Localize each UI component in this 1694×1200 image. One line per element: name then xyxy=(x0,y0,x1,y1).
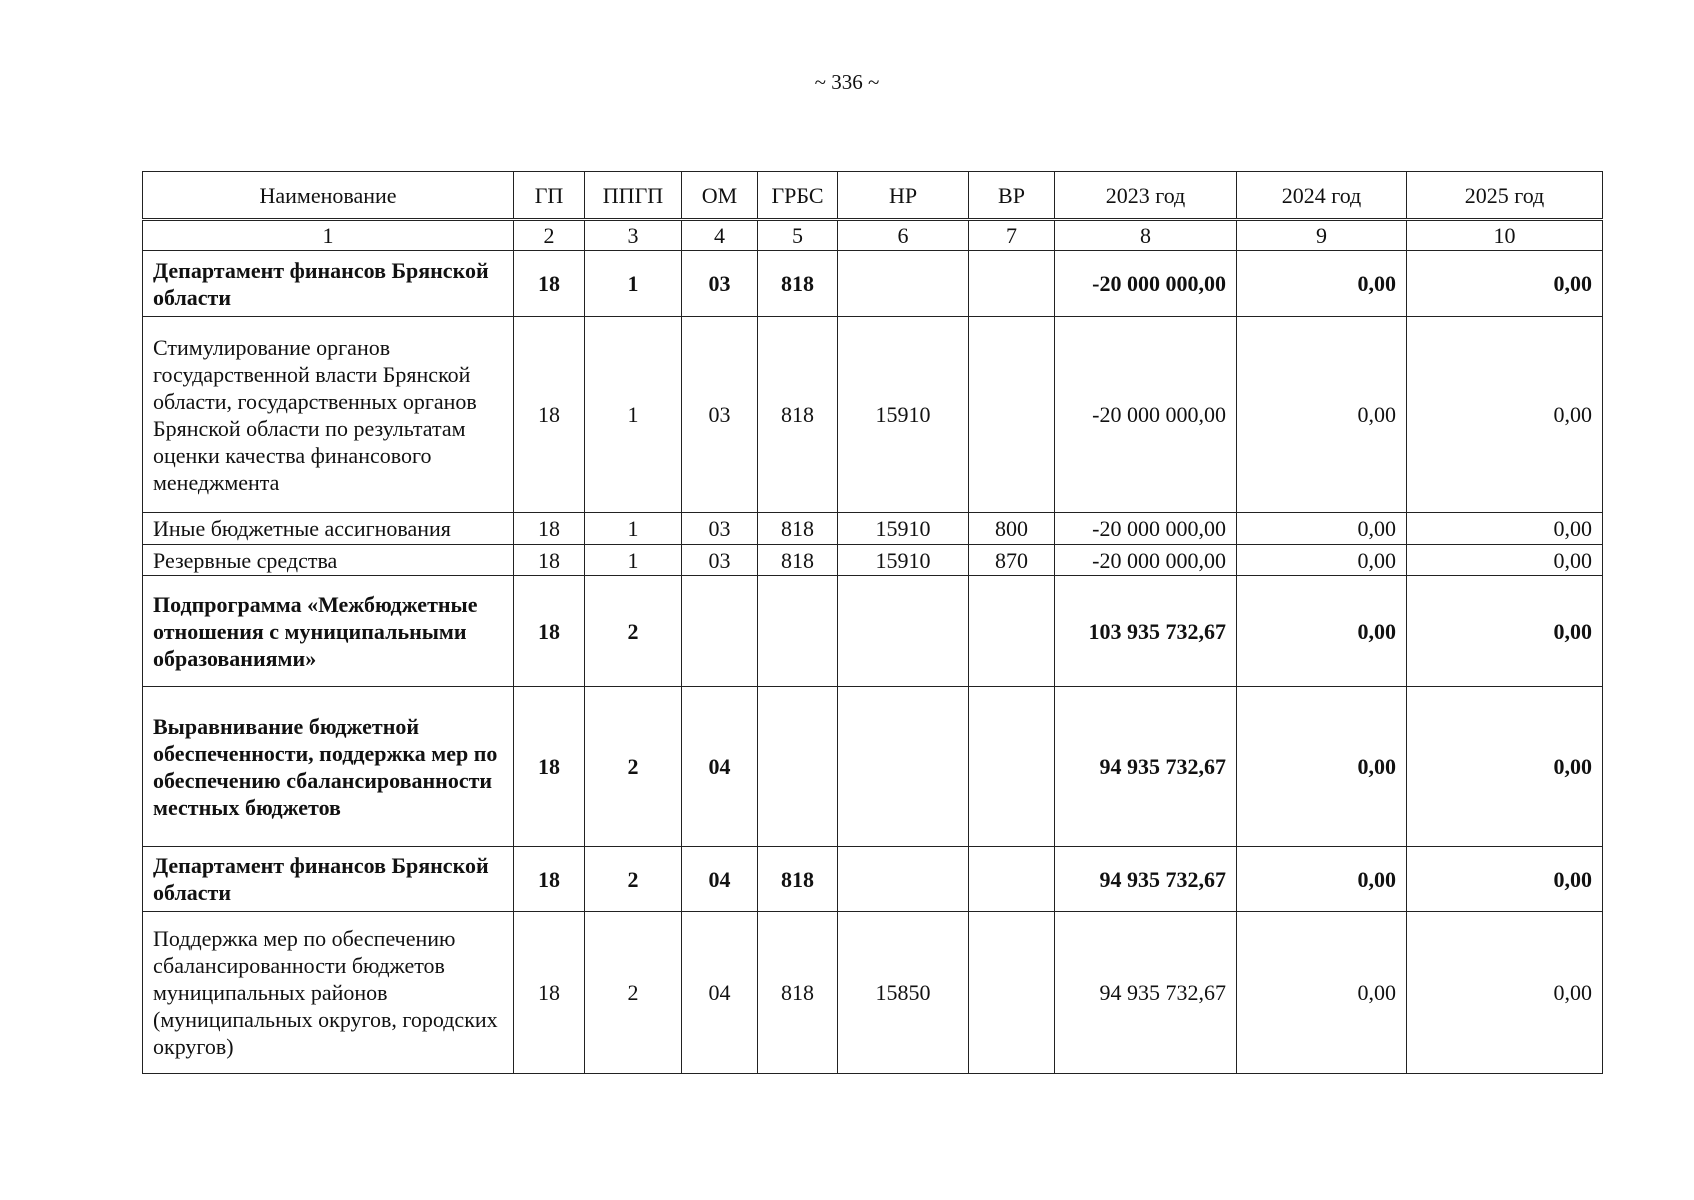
cell-grbs: 818 xyxy=(758,847,838,912)
cell-om: 03 xyxy=(682,545,758,576)
cell-grbs: 818 xyxy=(758,545,838,576)
cell-2023: -20 000 000,00 xyxy=(1055,317,1237,513)
cell-nr xyxy=(838,687,969,847)
budget-table xyxy=(142,171,1603,1074)
header-row xyxy=(143,172,1603,220)
cell-vr xyxy=(969,251,1055,317)
header-nr: НР xyxy=(838,172,969,220)
cell-gp: 18 xyxy=(514,687,585,847)
table-row xyxy=(143,576,1603,687)
cell-name: Подпрограмма «Межбюджетные отношения с муниципальными образованиями» xyxy=(143,576,514,687)
column-number: 1 xyxy=(143,220,514,251)
column-number: 7 xyxy=(969,220,1055,251)
cell-2025: 0,00 xyxy=(1407,513,1603,545)
cell-om: 04 xyxy=(682,687,758,847)
cell-nr: 15910 xyxy=(838,513,969,545)
cell-grbs xyxy=(758,576,838,687)
cell-om: 04 xyxy=(682,847,758,912)
cell-2025: 0,00 xyxy=(1407,912,1603,1074)
column-number: 9 xyxy=(1237,220,1407,251)
column-number: 6 xyxy=(838,220,969,251)
cell-nr xyxy=(838,847,969,912)
cell-2024: 0,00 xyxy=(1237,576,1407,687)
cell-2025: 0,00 xyxy=(1407,687,1603,847)
column-number: 5 xyxy=(758,220,838,251)
cell-2023: -20 000 000,00 xyxy=(1055,513,1237,545)
table-body xyxy=(143,251,1603,1074)
cell-nr xyxy=(838,251,969,317)
cell-vr xyxy=(969,847,1055,912)
table-row xyxy=(143,251,1603,317)
column-number: 2 xyxy=(514,220,585,251)
cell-om: 03 xyxy=(682,251,758,317)
cell-gp: 18 xyxy=(514,513,585,545)
cell-ppgp: 1 xyxy=(585,251,682,317)
cell-om: 03 xyxy=(682,513,758,545)
page-number: ~ 336 ~ xyxy=(814,70,880,94)
cell-2024: 0,00 xyxy=(1237,687,1407,847)
cell-ppgp: 1 xyxy=(585,317,682,513)
cell-2023: 94 935 732,67 xyxy=(1055,912,1237,1074)
cell-grbs: 818 xyxy=(758,513,838,545)
table-row xyxy=(143,317,1603,513)
cell-vr xyxy=(969,317,1055,513)
cell-grbs: 818 xyxy=(758,317,838,513)
header-2023: 2023 год xyxy=(1055,172,1237,220)
cell-2025: 0,00 xyxy=(1407,847,1603,912)
cell-2025: 0,00 xyxy=(1407,317,1603,513)
cell-gp: 18 xyxy=(514,545,585,576)
cell-2025: 0,00 xyxy=(1407,251,1603,317)
header-gp: ГП xyxy=(514,172,585,220)
cell-ppgp: 2 xyxy=(585,847,682,912)
cell-2024: 0,00 xyxy=(1237,545,1407,576)
cell-2023: 94 935 732,67 xyxy=(1055,847,1237,912)
table-row xyxy=(143,545,1603,576)
header-name: Наименование xyxy=(143,172,514,220)
cell-2025: 0,00 xyxy=(1407,545,1603,576)
cell-name: Резервные средства xyxy=(143,545,514,576)
cell-name: Департамент финансов Брянской области xyxy=(143,251,514,317)
cell-nr: 15850 xyxy=(838,912,969,1074)
header-ppgp: ППГП xyxy=(585,172,682,220)
cell-2023: -20 000 000,00 xyxy=(1055,545,1237,576)
cell-ppgp: 1 xyxy=(585,545,682,576)
cell-2023: 103 935 732,67 xyxy=(1055,576,1237,687)
cell-grbs: 818 xyxy=(758,251,838,317)
cell-gp: 18 xyxy=(514,251,585,317)
cell-2024: 0,00 xyxy=(1237,317,1407,513)
column-number: 8 xyxy=(1055,220,1237,251)
cell-gp: 18 xyxy=(514,576,585,687)
cell-gp: 18 xyxy=(514,912,585,1074)
cell-om: 03 xyxy=(682,317,758,513)
cell-grbs: 818 xyxy=(758,912,838,1074)
cell-2024: 0,00 xyxy=(1237,251,1407,317)
cell-ppgp: 2 xyxy=(585,576,682,687)
cell-grbs xyxy=(758,687,838,847)
cell-name: Иные бюджетные ассигнования xyxy=(143,513,514,545)
cell-vr xyxy=(969,576,1055,687)
cell-vr: 800 xyxy=(969,513,1055,545)
cell-vr xyxy=(969,912,1055,1074)
cell-nr: 15910 xyxy=(838,545,969,576)
table-row xyxy=(143,847,1603,912)
cell-ppgp: 1 xyxy=(585,513,682,545)
cell-name: Департамент финансов Брянской области xyxy=(143,847,514,912)
cell-name: Выравнивание бюджетной обеспеченности, поддержка мер по обеспечению сбалансированности местных бюджетов xyxy=(143,687,514,847)
header-2025: 2025 год xyxy=(1407,172,1603,220)
cell-2024: 0,00 xyxy=(1237,847,1407,912)
cell-vr xyxy=(969,687,1055,847)
column-number: 10 xyxy=(1407,220,1603,251)
header-2024: 2024 год xyxy=(1237,172,1407,220)
cell-ppgp: 2 xyxy=(585,912,682,1074)
table-row xyxy=(143,513,1603,545)
header-grbs: ГРБС xyxy=(758,172,838,220)
cell-gp: 18 xyxy=(514,317,585,513)
table-row xyxy=(143,687,1603,847)
cell-nr: 15910 xyxy=(838,317,969,513)
header-vr: ВР xyxy=(969,172,1055,220)
cell-om xyxy=(682,576,758,687)
header-om: ОМ xyxy=(682,172,758,220)
column-number: 3 xyxy=(585,220,682,251)
cell-ppgp: 2 xyxy=(585,687,682,847)
cell-name: Поддержка мер по обеспечению сбалансированности бюджетов муниципальных районов (муниципальных округов, городских округов) xyxy=(143,912,514,1074)
cell-nr xyxy=(838,576,969,687)
cell-om: 04 xyxy=(682,912,758,1074)
cell-2023: -20 000 000,00 xyxy=(1055,251,1237,317)
column-number: 4 xyxy=(682,220,758,251)
column-number-row xyxy=(143,220,1603,251)
cell-2024: 0,00 xyxy=(1237,513,1407,545)
cell-gp: 18 xyxy=(514,847,585,912)
table-row xyxy=(143,912,1603,1074)
cell-vr: 870 xyxy=(969,545,1055,576)
cell-2025: 0,00 xyxy=(1407,576,1603,687)
cell-2024: 0,00 xyxy=(1237,912,1407,1074)
cell-name: Стимулирование органов государственной власти Брянской области, государственных органов Брянской области по результатам оценки качества финансового менеджмента xyxy=(143,317,514,513)
cell-2023: 94 935 732,67 xyxy=(1055,687,1237,847)
